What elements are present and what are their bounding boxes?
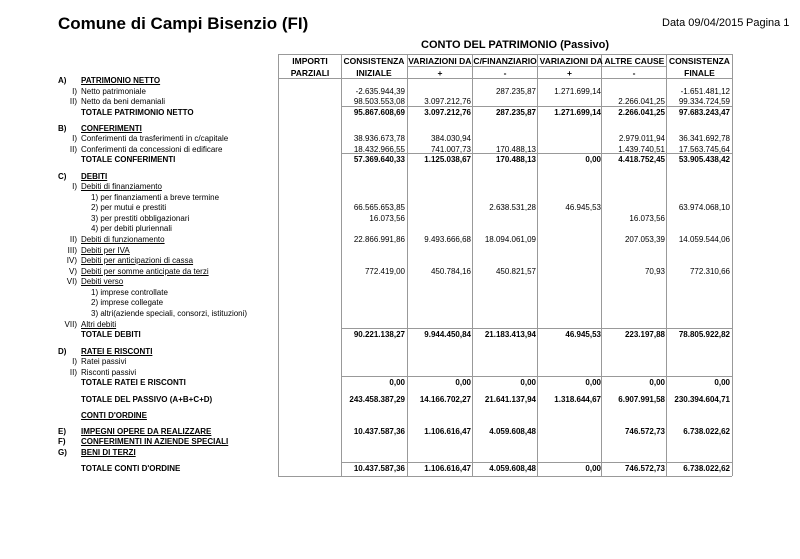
value-cell: 16.073,56 <box>369 214 405 223</box>
value-cell: 18.432.966,55 <box>353 145 405 154</box>
table-row <box>0 235 800 245</box>
value-cell: 772.419,00 <box>364 267 405 276</box>
table-row <box>0 267 800 277</box>
row-number: I) <box>72 357 77 366</box>
table-row <box>0 437 800 447</box>
value-cell: 746.572,73 <box>624 464 665 473</box>
value-cell: 0,00 <box>585 155 601 164</box>
section-letter: D) <box>58 347 67 356</box>
value-cell: 46.945,53 <box>565 330 601 339</box>
row-number: I) <box>72 182 77 191</box>
row-label: Altri debiti <box>81 320 117 329</box>
row-label: 1) per finanziamenti a breve termine <box>91 193 220 202</box>
table-row <box>0 193 800 203</box>
value-cell: 741.007,73 <box>430 145 471 154</box>
value-cell: 170.488,13 <box>495 155 536 164</box>
row-number: V) <box>69 267 77 276</box>
value-cell: 14.059.544,06 <box>678 235 730 244</box>
row-label: TOTALE CONFERIMENTI <box>81 155 176 164</box>
value-cell: 22.866.991,86 <box>353 235 405 244</box>
value-cell: 450.784,16 <box>430 267 471 276</box>
row-label: TOTALE CONTI D'ORDINE <box>81 464 181 473</box>
value-cell: 287.235,87 <box>495 87 536 96</box>
table-row <box>0 277 800 287</box>
value-cell: 287.235,87 <box>495 108 536 117</box>
row-number: II) <box>69 368 77 377</box>
value-cell: 53.905.438,42 <box>678 155 730 164</box>
col-header-plus: + <box>437 68 443 78</box>
value-cell: 223.197,88 <box>624 330 665 339</box>
section-letter: F) <box>58 437 66 446</box>
page-number: Pagina 1 <box>746 17 790 29</box>
row-label: Risconti passivi <box>81 368 137 377</box>
value-cell: 0,00 <box>714 378 730 387</box>
value-cell: 4.059.608,48 <box>489 427 536 436</box>
row-label: RATEI E RISCONTI <box>81 347 153 356</box>
col-header-importi: IMPORTI PARZIALI <box>290 56 330 78</box>
row-label: Debiti per anticipazioni di cassa <box>81 256 194 265</box>
value-cell: 0,00 <box>585 464 601 473</box>
value-cell: 95.867.608,69 <box>353 108 405 117</box>
row-label: TOTALE DEBITI <box>81 330 141 339</box>
col-header-plus: + <box>567 68 572 78</box>
row-label: 3) per prestiti obbligazionari <box>91 214 190 223</box>
value-cell: 16.073,56 <box>629 214 665 223</box>
row-label: Ratei passivi <box>81 357 127 366</box>
table-row <box>0 330 800 340</box>
col-header-minus: - <box>632 68 636 78</box>
value-cell: 1.125.038,67 <box>424 155 471 164</box>
value-cell: 2.979.011,94 <box>618 134 665 143</box>
row-label: 3) altri(aziende speciali, consorzi, istituzioni) <box>91 309 248 318</box>
value-cell: 17.563.745,64 <box>678 145 730 154</box>
value-cell: 36.341.692,78 <box>678 134 730 143</box>
value-cell: 1.439.740,51 <box>618 145 665 154</box>
table-row <box>0 108 800 118</box>
value-cell: 10.437.587,36 <box>353 427 405 436</box>
col-header-var-finanziario: VARIAZIONI DA C/FINANZIARIO <box>408 56 537 66</box>
value-cell: 63.974.068,10 <box>678 203 730 212</box>
value-cell: 2.638.531,28 <box>489 203 536 212</box>
row-label: Debiti per IVA <box>81 246 130 255</box>
value-cell: 1.271.699,14 <box>554 108 601 117</box>
table-row <box>0 214 800 224</box>
table-row <box>0 246 800 256</box>
value-cell: 14.166.702,27 <box>419 395 471 404</box>
row-label: TOTALE DEL PASSIVO (A+B+C+D) <box>81 395 213 404</box>
value-cell: 38.936.673,78 <box>353 134 405 143</box>
col-header-consistenza-finale: CONSISTENZA FINALE <box>669 56 730 78</box>
section-letter: B) <box>58 124 67 133</box>
row-label: Conferimenti da trasferimenti in c/capitale <box>81 134 229 143</box>
row-label: CONFERIMENTI IN AZIENDE SPECIALI <box>81 437 229 446</box>
table-row <box>0 256 800 266</box>
section-letter: G) <box>58 448 67 457</box>
row-number: I) <box>72 87 77 96</box>
table-row <box>0 298 800 308</box>
table-row <box>0 464 800 474</box>
table-row <box>0 395 800 405</box>
row-number: VI) <box>66 277 77 286</box>
value-cell: 2.266.041,25 <box>618 108 665 117</box>
value-cell: 6.738.022,62 <box>683 427 730 436</box>
table-row <box>0 288 800 298</box>
value-cell: 97.683.243,47 <box>678 108 730 117</box>
table-row <box>0 309 800 319</box>
value-cell: 66.565.653,85 <box>353 203 405 212</box>
page-title: Comune di Campi Bisenzio (FI) <box>58 14 309 33</box>
row-label: Netto patrimoniale <box>81 87 146 96</box>
row-number: III) <box>67 246 77 255</box>
value-cell: 230.394.604,71 <box>674 395 730 404</box>
value-cell: 98.503.553,08 <box>353 97 405 106</box>
table-row <box>0 357 800 367</box>
value-cell: 6.907.991,58 <box>618 395 665 404</box>
value-cell: 90.221.138,27 <box>353 330 405 339</box>
value-cell: 1.106.616,47 <box>424 464 471 473</box>
row-label: BENI DI TERZI <box>81 448 136 457</box>
row-label: 4) per debiti pluriennali <box>91 224 172 233</box>
report-subtitle: CONTO DEL PATRIMONIO (Passivo) <box>421 39 610 51</box>
section-letter: A) <box>58 76 67 85</box>
value-cell: 46.945,53 <box>565 203 601 212</box>
table-row <box>0 124 800 134</box>
col-header-consistenza-iniziale: CONSISTENZA INIZIALE <box>343 56 405 78</box>
table-row <box>0 172 800 182</box>
value-cell: 21.183.413,94 <box>484 330 536 339</box>
value-cell: 70,93 <box>644 267 665 276</box>
row-label: CONFERIMENTI <box>81 124 142 133</box>
row-number: II) <box>69 235 77 244</box>
value-cell: 2.266.041,25 <box>618 97 665 106</box>
row-number: I) <box>72 134 77 143</box>
row-number: VII) <box>64 320 77 329</box>
value-cell: 0,00 <box>585 378 601 387</box>
col-header-var-altre: VARIAZIONI DA ALTRE CAUSE <box>539 56 665 66</box>
row-label: CONTI D'ORDINE <box>81 411 147 420</box>
table-row <box>0 448 800 458</box>
value-cell: -2.635.944,39 <box>355 87 405 96</box>
value-cell: 1.106.616,47 <box>424 427 471 436</box>
row-label: PATRIMONIO NETTO <box>81 76 161 85</box>
table-row <box>0 97 800 107</box>
value-cell: 0,00 <box>455 378 471 387</box>
row-label: Debiti di funzionamento <box>81 235 165 244</box>
row-label: Debiti di finanziamento <box>81 182 162 191</box>
value-cell: 6.738.022,62 <box>683 464 730 473</box>
row-label: Netto da beni demaniali <box>81 97 166 106</box>
row-label: 1) imprese controllate <box>91 288 168 297</box>
value-cell: 1.318.644,67 <box>554 395 601 404</box>
value-cell: 772.310,66 <box>689 267 730 276</box>
value-cell: -1.651.481,12 <box>680 87 730 96</box>
row-label: TOTALE PATRIMONIO NETTO <box>81 108 194 117</box>
row-label: DEBITI <box>81 172 108 181</box>
table-row <box>0 347 800 357</box>
row-label: TOTALE RATEI E RISCONTI <box>81 378 186 387</box>
row-label: IMPEGNI OPERE DA REALIZZARE <box>81 427 212 436</box>
value-cell: 99.334.724,59 <box>678 97 730 106</box>
value-cell: 746.572,73 <box>624 427 665 436</box>
row-label: Debiti per somme anticipate da terzi <box>81 267 209 276</box>
row-label: 2) imprese collegate <box>91 298 164 307</box>
row-number: IV) <box>66 256 77 265</box>
value-cell: 207.053,39 <box>624 235 665 244</box>
table-row <box>0 368 800 378</box>
value-cell: 1.271.699,14 <box>554 87 601 96</box>
value-cell: 4.059.608,48 <box>489 464 536 473</box>
table-row <box>0 155 800 165</box>
row-number: II) <box>69 145 77 154</box>
table-row <box>0 378 800 388</box>
table-row <box>0 87 800 97</box>
value-cell: 4.418.752,45 <box>618 155 665 164</box>
col-header-minus: - <box>503 68 507 78</box>
value-cell: 21.641.137,94 <box>484 395 536 404</box>
table-row <box>0 182 800 192</box>
value-cell: 384.030,94 <box>430 134 471 143</box>
section-letter: E) <box>58 427 66 436</box>
value-cell: 0,00 <box>389 378 405 387</box>
row-label: Debiti verso <box>81 277 124 286</box>
value-cell: 18.094.061,09 <box>484 235 536 244</box>
row-label: Conferimenti da concessioni di edificare <box>81 145 223 154</box>
row-number: II) <box>69 97 77 106</box>
value-cell: 170.488,13 <box>495 145 536 154</box>
value-cell: 0,00 <box>520 378 536 387</box>
table-row <box>0 203 800 213</box>
table-row <box>0 134 800 144</box>
section-letter: C) <box>58 172 67 181</box>
table-row <box>0 411 800 421</box>
value-cell: 57.369.640,33 <box>353 155 405 164</box>
value-cell: 0,00 <box>649 378 665 387</box>
value-cell: 3.097.212,76 <box>424 97 471 106</box>
value-cell: 10.437.587,36 <box>353 464 405 473</box>
value-cell: 243.458.387,29 <box>349 395 405 404</box>
value-cell: 9.493.666,68 <box>424 235 471 244</box>
report-date: Data 09/04/2015 <box>662 17 744 29</box>
table-row <box>0 145 800 155</box>
value-cell: 9.944.450,84 <box>424 330 471 339</box>
value-cell: 78.805.922,82 <box>678 330 730 339</box>
value-cell: 450.821,57 <box>495 267 536 276</box>
table-row <box>0 224 800 234</box>
table-row <box>0 320 800 330</box>
table-row <box>0 427 800 437</box>
value-cell: 3.097.212,76 <box>424 108 471 117</box>
row-label: 2) per mutui e prestiti <box>91 203 167 212</box>
table-row <box>0 76 800 86</box>
